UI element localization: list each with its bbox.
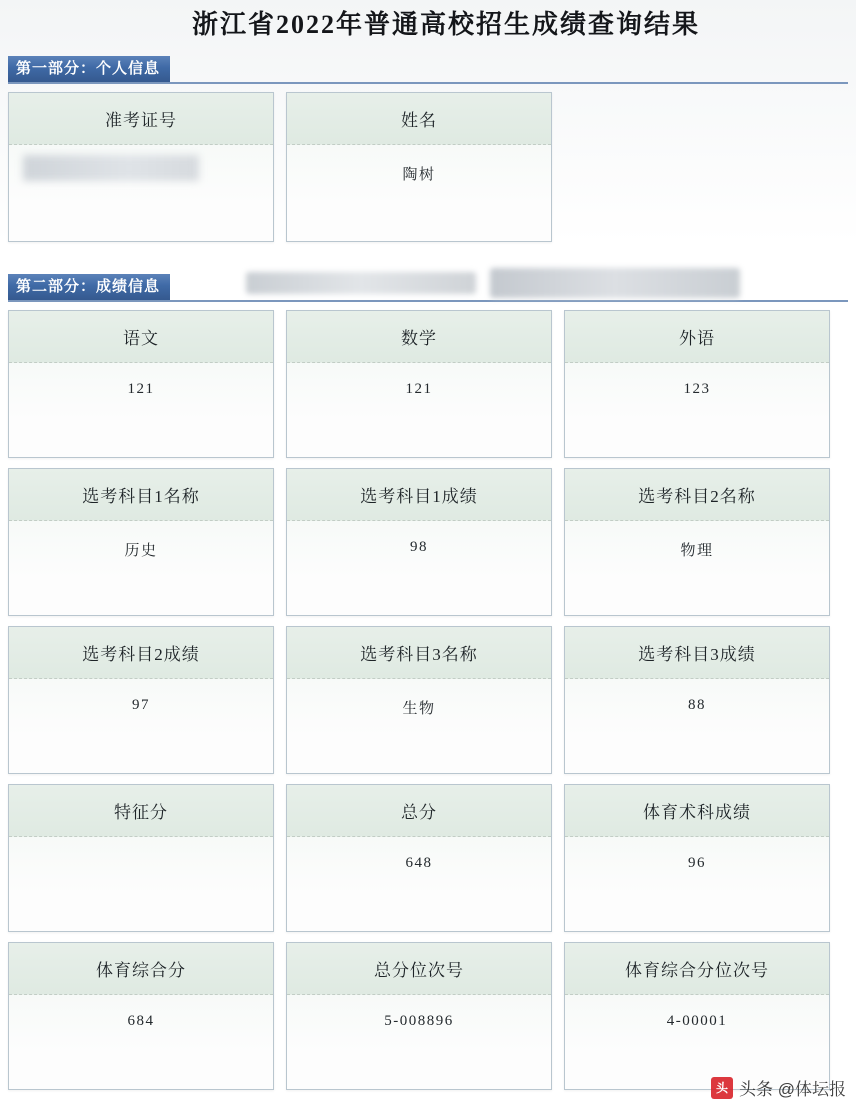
field-label: 体育综合分位次号 [565, 943, 829, 995]
field-card-elective2-score [8, 626, 274, 774]
field-card-characteristic-score [8, 784, 274, 932]
field-card-name [286, 92, 552, 242]
empty-slot [564, 92, 830, 242]
field-value: 98 [287, 521, 551, 615]
field-value: 121 [9, 363, 273, 457]
section-header-score-info: 第二部分：成绩信息 [8, 274, 170, 300]
field-value: 96 [565, 837, 829, 931]
field-label: 选考科目1名称 [9, 469, 273, 521]
field-value: 648 [287, 837, 551, 931]
field-card-elective3-score [564, 626, 830, 774]
field-label: 准考证号 [9, 93, 273, 145]
toutiao-logo-icon: 头 [711, 1077, 733, 1099]
field-card-elective2-name [564, 468, 830, 616]
personal-info-grid [8, 92, 848, 242]
field-label: 选考科目2成绩 [9, 627, 273, 679]
field-label: 外语 [565, 311, 829, 363]
field-label: 选考科目1成绩 [287, 469, 551, 521]
field-label: 总分 [287, 785, 551, 837]
field-value: 88 [565, 679, 829, 773]
field-value: 物理 [565, 521, 829, 615]
field-label: 姓名 [287, 93, 551, 145]
field-label: 语文 [9, 311, 273, 363]
watermark-text: 头条 @体坛报 [739, 1080, 846, 1099]
section-header-personal-info: 第一部分：个人信息 [8, 56, 170, 82]
field-label: 总分位次号 [287, 943, 551, 995]
field-card-math [286, 310, 552, 458]
field-card-foreign-language [564, 310, 830, 458]
field-value: 121 [287, 363, 551, 457]
field-card-elective1-name [8, 468, 274, 616]
field-label: 选考科目2名称 [565, 469, 829, 521]
field-value: 历史 [9, 521, 273, 615]
field-card-admission-number [8, 92, 274, 242]
redaction-smudge-1 [246, 272, 476, 294]
field-label: 选考科目3名称 [287, 627, 551, 679]
field-card-total-score [286, 784, 552, 932]
field-card-chinese [8, 310, 274, 458]
field-label: 体育术科成绩 [565, 785, 829, 837]
field-value: 97 [9, 679, 273, 773]
field-card-elective1-score [286, 468, 552, 616]
field-label: 特征分 [9, 785, 273, 837]
field-card-total-rank [286, 942, 552, 1090]
field-card-pe-comprehensive-score [8, 942, 274, 1090]
field-value: 684 [9, 995, 273, 1089]
score-info-grid [8, 310, 848, 1090]
redaction-smudge-2 [490, 268, 740, 298]
field-value: 生物 [287, 679, 551, 773]
field-value [9, 145, 273, 241]
section-divider-1 [8, 82, 848, 84]
page-title: 浙江省2022年普通高校招生成绩查询结果 [191, 10, 700, 39]
field-value: 4-00001 [565, 995, 829, 1089]
field-value: 陶树 [287, 145, 551, 241]
watermark [711, 1075, 846, 1100]
field-card-pe-subject-score [564, 784, 830, 932]
field-label: 数学 [287, 311, 551, 363]
field-value [9, 837, 273, 931]
field-card-elective3-name [286, 626, 552, 774]
field-label: 体育综合分 [9, 943, 273, 995]
section-divider-2 [8, 300, 848, 302]
field-label: 选考科目3成绩 [565, 627, 829, 679]
field-value: 123 [565, 363, 829, 457]
field-value: 5-008896 [287, 995, 551, 1089]
field-card-pe-comprehensive-rank [564, 942, 830, 1090]
